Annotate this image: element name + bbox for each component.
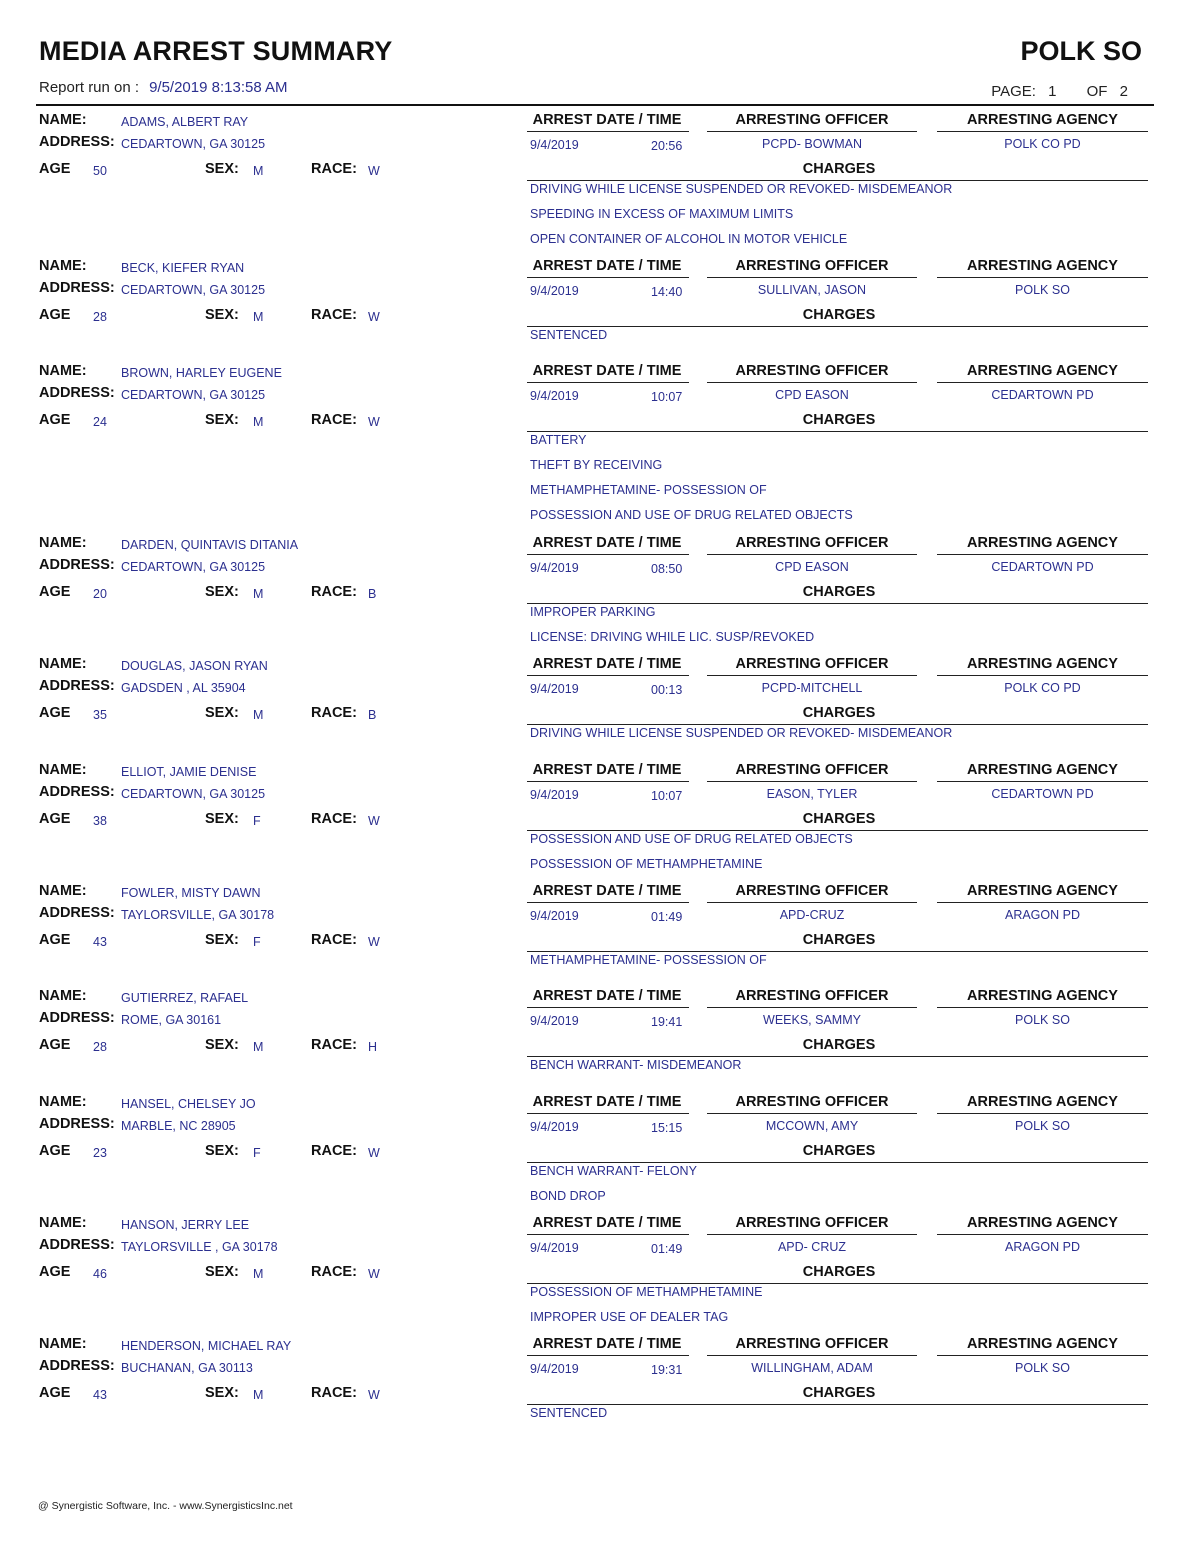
person-address: CEDARTOWN, GA 30125 bbox=[121, 560, 266, 574]
address-label: ADDRESS: bbox=[39, 1116, 115, 1132]
report-agency: POLK SO bbox=[1020, 36, 1142, 66]
arresting-officer-header: ARRESTING OFFICER bbox=[735, 363, 889, 379]
arrest-date: 9/4/2019 bbox=[530, 1120, 579, 1134]
header-underline bbox=[527, 781, 689, 782]
header-underline bbox=[707, 1007, 917, 1008]
person-age: 23 bbox=[93, 1146, 107, 1160]
header-underline bbox=[937, 131, 1148, 132]
arresting-officer-header: ARRESTING OFFICER bbox=[735, 258, 889, 274]
sex-label: SEX: bbox=[205, 1385, 239, 1401]
person-address: TAYLORSVILLE , GA 30178 bbox=[121, 1240, 278, 1254]
arrest-date: 9/4/2019 bbox=[530, 138, 579, 152]
address-label: ADDRESS: bbox=[39, 280, 115, 296]
arresting-agency-header: ARRESTING AGENCY bbox=[967, 762, 1118, 778]
person-address: CEDARTOWN, GA 30125 bbox=[121, 137, 266, 151]
address-label: ADDRESS: bbox=[39, 557, 115, 573]
name-label: NAME: bbox=[39, 988, 87, 1004]
arresting-agency: POLK SO bbox=[1015, 1119, 1070, 1133]
person-name: ELLIOT, JAMIE DENISE bbox=[121, 765, 257, 779]
charge-item: SPEEDING IN EXCESS OF MAXIMUM LIMITS bbox=[530, 207, 794, 221]
arrest-date: 9/4/2019 bbox=[530, 389, 579, 403]
name-label: NAME: bbox=[39, 1215, 87, 1231]
person-sex: M bbox=[253, 708, 264, 722]
person-name: DOUGLAS, JASON RYAN bbox=[121, 659, 268, 673]
sex-label: SEX: bbox=[205, 705, 239, 721]
charges-underline bbox=[527, 951, 1148, 952]
name-label: NAME: bbox=[39, 656, 87, 672]
arrest-date: 9/4/2019 bbox=[530, 284, 579, 298]
person-address: GADSDEN , AL 35904 bbox=[121, 681, 246, 695]
arresting-agency: CEDARTOWN PD bbox=[991, 560, 1094, 574]
header-underline bbox=[937, 675, 1148, 676]
arresting-agency: POLK CO PD bbox=[1004, 137, 1081, 151]
header-underline bbox=[937, 781, 1148, 782]
arrest-datetime-header: ARREST DATE / TIME bbox=[532, 535, 682, 551]
charges-header: CHARGES bbox=[802, 932, 876, 948]
person-race: H bbox=[368, 1040, 378, 1054]
arrest-record bbox=[0, 883, 1200, 1003]
charge-item: BATTERY bbox=[530, 433, 587, 447]
arrest-record bbox=[0, 1215, 1200, 1335]
arrest-date: 9/4/2019 bbox=[530, 1014, 579, 1028]
arresting-officer: APD-CRUZ bbox=[779, 908, 845, 922]
arresting-agency: CEDARTOWN PD bbox=[991, 787, 1094, 801]
charge-item: IMPROPER USE OF DEALER TAG bbox=[530, 1310, 729, 1324]
person-race: W bbox=[368, 415, 380, 429]
header-underline bbox=[937, 554, 1148, 555]
race-label: RACE: bbox=[311, 307, 357, 323]
of-label: OF bbox=[1086, 83, 1108, 100]
person-age: 43 bbox=[93, 1388, 107, 1402]
arresting-officer: WILLINGHAM, ADAM bbox=[751, 1361, 873, 1375]
charges-underline bbox=[527, 724, 1148, 725]
person-name: BECK, KIEFER RYAN bbox=[121, 261, 245, 275]
charges-header: CHARGES bbox=[802, 307, 876, 323]
charges-underline bbox=[527, 1283, 1148, 1284]
person-name: FOWLER, MISTY DAWN bbox=[121, 886, 261, 900]
arresting-officer: CPD EASON bbox=[775, 388, 849, 402]
charges-header: CHARGES bbox=[802, 584, 876, 600]
charges-underline bbox=[527, 180, 1148, 181]
arrest-record bbox=[0, 363, 1200, 522]
race-label: RACE: bbox=[311, 1037, 357, 1053]
arrest-datetime-header: ARREST DATE / TIME bbox=[532, 112, 682, 128]
person-race: B bbox=[368, 708, 377, 722]
person-age: 50 bbox=[93, 164, 107, 178]
person-sex: M bbox=[253, 1388, 264, 1402]
arresting-officer-header: ARRESTING OFFICER bbox=[735, 988, 889, 1004]
age-label: AGE bbox=[39, 1385, 71, 1401]
arrest-datetime-header: ARREST DATE / TIME bbox=[532, 1215, 682, 1231]
person-address: CEDARTOWN, GA 30125 bbox=[121, 388, 266, 402]
arrest-record bbox=[0, 1094, 1200, 1214]
age-label: AGE bbox=[39, 705, 71, 721]
arresting-officer: SULLIVAN, JASON bbox=[757, 283, 867, 297]
address-label: ADDRESS: bbox=[39, 784, 115, 800]
header-underline bbox=[707, 1234, 917, 1235]
charge-item: POSSESSION OF METHAMPHETAMINE bbox=[530, 1285, 763, 1299]
header-underline bbox=[707, 902, 917, 903]
charges-underline bbox=[527, 830, 1148, 831]
page-total: 2 bbox=[1119, 83, 1128, 100]
arresting-officer: APD- CRUZ bbox=[777, 1240, 847, 1254]
charges-header: CHARGES bbox=[802, 412, 876, 428]
arrest-datetime-header: ARREST DATE / TIME bbox=[532, 988, 682, 1004]
charge-item: SENTENCED bbox=[530, 1406, 608, 1420]
name-label: NAME: bbox=[39, 762, 87, 778]
header-underline bbox=[527, 382, 689, 383]
arresting-agency: POLK SO bbox=[1015, 283, 1070, 297]
charges-underline bbox=[527, 1404, 1148, 1405]
person-sex: M bbox=[253, 310, 264, 324]
arrest-time: 15:15 bbox=[651, 1121, 683, 1135]
sex-label: SEX: bbox=[205, 584, 239, 600]
arrest-record bbox=[0, 1336, 1200, 1456]
person-age: 46 bbox=[93, 1267, 107, 1281]
person-race: W bbox=[368, 1267, 380, 1281]
header-underline bbox=[527, 554, 689, 555]
charge-item: THEFT BY RECEIVING bbox=[530, 458, 663, 472]
arresting-officer-header: ARRESTING OFFICER bbox=[735, 883, 889, 899]
person-name: HANSEL, CHELSEY JO bbox=[121, 1097, 256, 1111]
page-indicator bbox=[991, 83, 1128, 100]
person-race: W bbox=[368, 814, 380, 828]
arresting-agency-header: ARRESTING AGENCY bbox=[967, 363, 1118, 379]
arrest-datetime-header: ARREST DATE / TIME bbox=[532, 258, 682, 274]
address-label: ADDRESS: bbox=[39, 385, 115, 401]
charge-item: SENTENCED bbox=[530, 328, 608, 342]
header-underline bbox=[527, 131, 689, 132]
person-address: CEDARTOWN, GA 30125 bbox=[121, 283, 266, 297]
arrest-datetime-header: ARREST DATE / TIME bbox=[532, 883, 682, 899]
race-label: RACE: bbox=[311, 412, 357, 428]
header-underline bbox=[707, 277, 917, 278]
report-title: MEDIA ARREST SUMMARY bbox=[39, 36, 393, 66]
arrest-datetime-header: ARREST DATE / TIME bbox=[532, 363, 682, 379]
sex-label: SEX: bbox=[205, 1264, 239, 1280]
charge-item: BENCH WARRANT- MISDEMEANOR bbox=[530, 1058, 742, 1072]
header-underline bbox=[527, 1355, 689, 1356]
person-name: HANSON, JERRY LEE bbox=[121, 1218, 250, 1232]
charges-header: CHARGES bbox=[802, 1143, 876, 1159]
arresting-officer: CPD EASON bbox=[775, 560, 849, 574]
name-label: NAME: bbox=[39, 535, 87, 551]
arrest-time: 10:07 bbox=[651, 390, 683, 404]
charge-item: DRIVING WHILE LICENSE SUSPENDED OR REVOKED- MISDEMEANOR bbox=[530, 182, 953, 196]
address-label: ADDRESS: bbox=[39, 905, 115, 921]
arrest-record bbox=[0, 535, 1200, 655]
arrest-record bbox=[0, 762, 1200, 882]
name-label: NAME: bbox=[39, 363, 87, 379]
arrest-datetime-header: ARREST DATE / TIME bbox=[532, 762, 682, 778]
arresting-officer-header: ARRESTING OFFICER bbox=[735, 112, 889, 128]
sex-label: SEX: bbox=[205, 412, 239, 428]
sex-label: SEX: bbox=[205, 811, 239, 827]
race-label: RACE: bbox=[311, 1385, 357, 1401]
arrest-time: 20:56 bbox=[651, 139, 683, 153]
charges-header: CHARGES bbox=[802, 161, 876, 177]
person-sex: M bbox=[253, 415, 264, 429]
arresting-agency-header: ARRESTING AGENCY bbox=[967, 258, 1118, 274]
charges-header: CHARGES bbox=[802, 705, 876, 721]
arresting-officer-header: ARRESTING OFFICER bbox=[735, 656, 889, 672]
arresting-agency: POLK CO PD bbox=[1004, 681, 1081, 695]
arresting-agency-header: ARRESTING AGENCY bbox=[967, 656, 1118, 672]
person-age: 38 bbox=[93, 814, 107, 828]
person-race: W bbox=[368, 1388, 380, 1402]
arresting-agency-header: ARRESTING AGENCY bbox=[967, 112, 1118, 128]
charges-underline bbox=[527, 1056, 1148, 1057]
age-label: AGE bbox=[39, 811, 71, 827]
header-underline bbox=[937, 1113, 1148, 1114]
address-label: ADDRESS: bbox=[39, 1237, 115, 1253]
arrest-time: 01:49 bbox=[651, 1242, 683, 1256]
header-underline bbox=[527, 902, 689, 903]
header-underline bbox=[937, 1007, 1148, 1008]
name-label: NAME: bbox=[39, 1336, 87, 1352]
person-age: 43 bbox=[93, 935, 107, 949]
footer-credit: @ Synergistic Software, Inc. - www.SynergisticsInc.net bbox=[38, 1500, 293, 1512]
header-underline bbox=[527, 675, 689, 676]
person-address: TAYLORSVILLE, GA 30178 bbox=[121, 908, 275, 922]
charge-item: IMPROPER PARKING bbox=[530, 605, 656, 619]
arresting-agency-header: ARRESTING AGENCY bbox=[967, 988, 1118, 1004]
charge-item: LICENSE: DRIVING WHILE LIC. SUSP/REVOKED bbox=[530, 630, 815, 644]
charge-item: BOND DROP bbox=[530, 1189, 606, 1203]
charge-item: METHAMPHETAMINE- POSSESSION OF bbox=[530, 483, 767, 497]
address-label: ADDRESS: bbox=[39, 1010, 115, 1026]
charge-item: DRIVING WHILE LICENSE SUSPENDED OR REVOKED- MISDEMEANOR bbox=[530, 726, 953, 740]
arresting-agency: ARAGON PD bbox=[1004, 908, 1080, 922]
header-underline bbox=[937, 277, 1148, 278]
charges-underline bbox=[527, 603, 1148, 604]
name-label: NAME: bbox=[39, 258, 87, 274]
address-label: ADDRESS: bbox=[39, 134, 115, 150]
arrest-record bbox=[0, 112, 1200, 246]
arresting-officer: MCCOWN, AMY bbox=[765, 1119, 859, 1133]
header-underline bbox=[527, 277, 689, 278]
page-label: PAGE: bbox=[991, 83, 1036, 100]
arrest-time: 01:49 bbox=[651, 910, 683, 924]
address-label: ADDRESS: bbox=[39, 678, 115, 694]
age-label: AGE bbox=[39, 584, 71, 600]
age-label: AGE bbox=[39, 161, 71, 177]
person-name: GUTIERREZ, RAFAEL bbox=[121, 991, 249, 1005]
person-sex: F bbox=[253, 1146, 261, 1160]
arresting-officer-header: ARRESTING OFFICER bbox=[735, 1094, 889, 1110]
arresting-agency-header: ARRESTING AGENCY bbox=[967, 1336, 1118, 1352]
person-sex: M bbox=[253, 164, 264, 178]
arrest-date: 9/4/2019 bbox=[530, 1362, 579, 1376]
header-underline bbox=[707, 131, 917, 132]
person-address: ROME, GA 30161 bbox=[121, 1013, 222, 1027]
name-label: NAME: bbox=[39, 1094, 87, 1110]
charges-header: CHARGES bbox=[802, 1037, 876, 1053]
person-age: 28 bbox=[93, 310, 107, 324]
person-name: BROWN, HARLEY EUGENE bbox=[121, 366, 282, 380]
header-divider bbox=[36, 104, 1154, 106]
page-number: 1 bbox=[1048, 83, 1057, 100]
header-underline bbox=[527, 1234, 689, 1235]
charges-underline bbox=[527, 431, 1148, 432]
run-label: Report run on : bbox=[39, 79, 140, 96]
sex-label: SEX: bbox=[205, 161, 239, 177]
arrest-date: 9/4/2019 bbox=[530, 1241, 579, 1255]
charges-underline bbox=[527, 1162, 1148, 1163]
race-label: RACE: bbox=[311, 1264, 357, 1280]
age-label: AGE bbox=[39, 1143, 71, 1159]
sex-label: SEX: bbox=[205, 1037, 239, 1053]
person-age: 35 bbox=[93, 708, 107, 722]
sex-label: SEX: bbox=[205, 1143, 239, 1159]
header-underline bbox=[707, 382, 917, 383]
age-label: AGE bbox=[39, 1037, 71, 1053]
header-underline bbox=[707, 554, 917, 555]
arrest-record bbox=[0, 258, 1200, 378]
arresting-officer: WEEKS, SAMMY bbox=[763, 1013, 861, 1027]
charge-item: BENCH WARRANT- FELONY bbox=[530, 1164, 697, 1178]
arrest-date: 9/4/2019 bbox=[530, 561, 579, 575]
header-underline bbox=[527, 1113, 689, 1114]
arresting-officer-header: ARRESTING OFFICER bbox=[735, 762, 889, 778]
arrest-datetime-header: ARREST DATE / TIME bbox=[532, 1336, 682, 1352]
charges-underline bbox=[527, 326, 1148, 327]
person-sex: F bbox=[253, 814, 261, 828]
arrest-time: 10:07 bbox=[651, 789, 683, 803]
charge-item: POSSESSION OF METHAMPHETAMINE bbox=[530, 857, 763, 871]
person-race: W bbox=[368, 1146, 380, 1160]
name-label: NAME: bbox=[39, 883, 87, 899]
age-label: AGE bbox=[39, 307, 71, 323]
header-underline bbox=[707, 675, 917, 676]
arresting-agency: POLK SO bbox=[1015, 1013, 1070, 1027]
sex-label: SEX: bbox=[205, 307, 239, 323]
address-label: ADDRESS: bbox=[39, 1358, 115, 1374]
race-label: RACE: bbox=[311, 811, 357, 827]
person-sex: M bbox=[253, 1267, 264, 1281]
header-underline bbox=[937, 1234, 1148, 1235]
arrest-datetime-header: ARREST DATE / TIME bbox=[532, 656, 682, 672]
arrest-datetime-header: ARREST DATE / TIME bbox=[532, 1094, 682, 1110]
name-label: NAME: bbox=[39, 112, 87, 128]
person-race: W bbox=[368, 164, 380, 178]
arresting-agency-header: ARRESTING AGENCY bbox=[967, 883, 1118, 899]
header-underline bbox=[937, 1355, 1148, 1356]
arresting-officer: PCPD-MITCHELL bbox=[761, 681, 863, 695]
arresting-agency: POLK SO bbox=[1015, 1361, 1070, 1375]
charges-header: CHARGES bbox=[802, 811, 876, 827]
arrest-time: 00:13 bbox=[651, 683, 683, 697]
arrest-time: 19:31 bbox=[651, 1363, 683, 1377]
person-sex: M bbox=[253, 1040, 264, 1054]
person-address: BUCHANAN, GA 30113 bbox=[121, 1361, 253, 1375]
charges-header: CHARGES bbox=[802, 1264, 876, 1280]
person-age: 28 bbox=[93, 1040, 107, 1054]
arrest-time: 08:50 bbox=[651, 562, 683, 576]
person-age: 24 bbox=[93, 415, 107, 429]
age-label: AGE bbox=[39, 412, 71, 428]
arresting-agency-header: ARRESTING AGENCY bbox=[967, 1215, 1118, 1231]
arrest-date: 9/4/2019 bbox=[530, 909, 579, 923]
run-value: 9/5/2019 8:13:58 AM bbox=[149, 79, 288, 96]
race-label: RACE: bbox=[311, 584, 357, 600]
person-age: 20 bbox=[93, 587, 107, 601]
report-run-line bbox=[39, 79, 288, 96]
arresting-officer: EASON, TYLER bbox=[766, 787, 858, 801]
arresting-officer-header: ARRESTING OFFICER bbox=[735, 535, 889, 551]
arrest-record bbox=[0, 656, 1200, 776]
header-underline bbox=[707, 781, 917, 782]
person-name: DARDEN, QUINTAVIS DITANIA bbox=[121, 538, 299, 552]
race-label: RACE: bbox=[311, 705, 357, 721]
charge-item: METHAMPHETAMINE- POSSESSION OF bbox=[530, 953, 767, 967]
header-underline bbox=[707, 1355, 917, 1356]
age-label: AGE bbox=[39, 1264, 71, 1280]
header-underline bbox=[937, 382, 1148, 383]
person-name: ADAMS, ALBERT RAY bbox=[121, 115, 249, 129]
charges-header: CHARGES bbox=[802, 1385, 876, 1401]
sex-label: SEX: bbox=[205, 932, 239, 948]
person-address: MARBLE, NC 28905 bbox=[121, 1119, 236, 1133]
arrest-date: 9/4/2019 bbox=[530, 682, 579, 696]
arresting-officer-header: ARRESTING OFFICER bbox=[735, 1215, 889, 1231]
charge-item: POSSESSION AND USE OF DRUG RELATED OBJECTS bbox=[530, 832, 853, 846]
person-address: CEDARTOWN, GA 30125 bbox=[121, 787, 266, 801]
arrest-time: 14:40 bbox=[651, 285, 683, 299]
age-label: AGE bbox=[39, 932, 71, 948]
race-label: RACE: bbox=[311, 932, 357, 948]
charge-item: OPEN CONTAINER OF ALCOHOL IN MOTOR VEHICLE bbox=[530, 232, 848, 246]
person-race: W bbox=[368, 310, 380, 324]
arresting-agency-header: ARRESTING AGENCY bbox=[967, 1094, 1118, 1110]
header-underline bbox=[707, 1113, 917, 1114]
arrest-record bbox=[0, 988, 1200, 1108]
arresting-agency-header: ARRESTING AGENCY bbox=[967, 535, 1118, 551]
arresting-agency: ARAGON PD bbox=[1004, 1240, 1080, 1254]
person-sex: M bbox=[253, 587, 264, 601]
arresting-officer: PCPD- BOWMAN bbox=[762, 137, 862, 151]
header-underline bbox=[527, 1007, 689, 1008]
arresting-officer-header: ARRESTING OFFICER bbox=[735, 1336, 889, 1352]
arrest-date: 9/4/2019 bbox=[530, 788, 579, 802]
race-label: RACE: bbox=[311, 1143, 357, 1159]
person-race: W bbox=[368, 935, 380, 949]
arrest-time: 19:41 bbox=[651, 1015, 683, 1029]
race-label: RACE: bbox=[311, 161, 357, 177]
person-sex: F bbox=[253, 935, 261, 949]
header-underline bbox=[937, 902, 1148, 903]
charge-item: POSSESSION AND USE OF DRUG RELATED OBJECTS bbox=[530, 508, 853, 522]
person-name: HENDERSON, MICHAEL RAY bbox=[121, 1339, 292, 1353]
person-race: B bbox=[368, 587, 377, 601]
arresting-agency: CEDARTOWN PD bbox=[991, 388, 1094, 402]
